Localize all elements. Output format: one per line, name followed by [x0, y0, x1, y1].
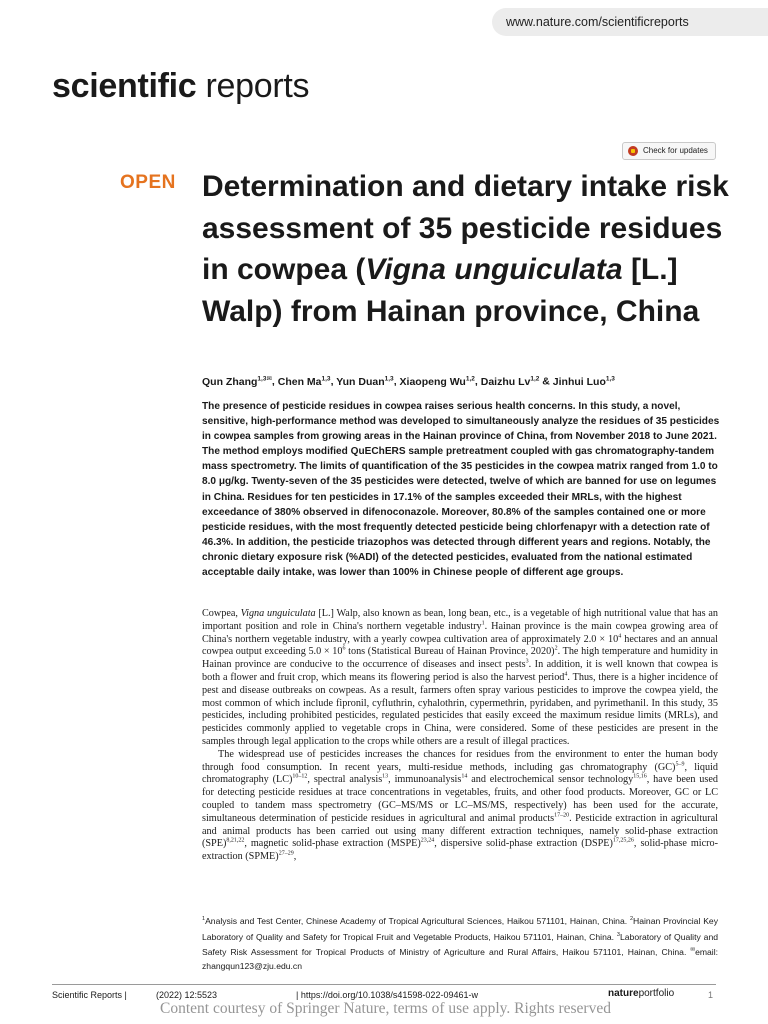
body-text-run: . Pesticide extraction in agricultural and animal products has been carried out using many different extraction techniques, namely solid-phase extraction (SPE)	[202, 812, 718, 850]
abstract	[202, 399, 722, 580]
body-text-run: [L.] Walp, also known as bean, long bean, etc., is a vegetable of high nutritional value that has an important position and role in China's northern vegetable industry	[202, 608, 718, 632]
body-text-run: . Hainan province is the main cowpea growing area of China's northern vegetable industry, with a yearly cowpea cultivation area of approximately 2.0 × 10	[202, 620, 719, 645]
affiliation-number: 2	[629, 916, 634, 922]
citation-link[interactable]: 5–9	[675, 761, 685, 768]
citation-link[interactable]: 10–12	[292, 773, 308, 780]
footer-divider	[52, 984, 716, 985]
author-affiliation-sup: 1,3✉	[257, 375, 272, 382]
corresponding-email-link[interactable]: email: zhangqun123@zju.edu.cn	[202, 947, 718, 971]
body-text-run: tons (Statistical Bureau of Hainan Province, 2020)	[345, 646, 555, 658]
author[interactable]	[278, 376, 331, 388]
author[interactable]	[481, 376, 540, 388]
author-name: Daizhu Lv	[480, 375, 531, 388]
page-number: 1	[708, 990, 714, 1000]
citation-link[interactable]: 4	[564, 671, 568, 678]
body-paragraph	[202, 749, 718, 864]
main-body-text	[202, 608, 718, 864]
author-affiliation-sup: 1,3	[321, 375, 331, 382]
article-title	[202, 166, 742, 332]
citation-link[interactable]: 15,16	[633, 773, 647, 780]
author-name: Chen Ma	[277, 375, 322, 388]
citation-link[interactable]: 1	[481, 620, 485, 627]
author[interactable]	[336, 376, 393, 388]
author-name: Jinhui Luo	[552, 375, 606, 388]
citation-link[interactable]: 8,21,22	[226, 837, 245, 844]
brand-light: portfolio	[638, 988, 675, 999]
author-affiliation-sup: 1,3	[605, 375, 615, 382]
exponent: 4	[618, 633, 622, 640]
body-text-run: hectares and an annual cowpea output exceeding 5.0 × 10	[202, 633, 718, 658]
body-text-run: , liquid chromatography (LC)	[202, 761, 718, 786]
body-text-run: , dispersive solid-phase extraction (DSPE)	[434, 838, 613, 850]
author-separator: ,	[474, 375, 481, 388]
author-separator: ,	[393, 375, 400, 388]
author-separator: ,	[330, 375, 337, 388]
journal-url-tab[interactable]: www.nature.com/scientificreports	[492, 8, 768, 36]
journal-logo-bold: scientific	[52, 67, 197, 105]
affiliation-number: 3	[616, 931, 620, 938]
body-text-run: . In addition, it is well known that cowpea is both a flower and fruit crop, which means its flowering period is also the harvest period	[202, 659, 718, 683]
journal-logo-light: reports	[196, 67, 310, 105]
check-for-updates-button[interactable]	[622, 142, 716, 160]
citation-link[interactable]: 17–20	[554, 812, 570, 819]
nature-portfolio-logo	[608, 988, 674, 999]
title-part-1: Determination and dietary intake risk assessment of 35 pesticide residues in cowpea (	[202, 170, 729, 286]
body-text-run: , magnetic solid-phase extraction (MSPE)	[244, 838, 421, 850]
author-separator: &	[539, 375, 553, 388]
affiliations	[202, 913, 718, 974]
body-text-run: . The high temperature and humidity in Hainan province are conducive to the occurrence of diseases and insect pests	[202, 646, 718, 671]
body-text-run: , spectral analysis	[307, 774, 383, 786]
exponent: 6	[342, 646, 346, 652]
author-name: Qun Zhang	[202, 375, 258, 388]
abstract-text: The presence of pesticide residues in cowpea raises serious health concerns. In this study, a novel, sensitive, high-performance method was developed to simultaneously analyze the residues of 35 pesticides in cowpea samples from growing areas in the Hainan province of China, from November 2018 to June 2021. The method employs modified QuEChERS sample pretreatment coupled with gas chromatography-tandem mass spectrometry. The limits of quantification of the 35 pesticides in the cowpea matrix ranged from 1.0 to 8.0 μg/kg. Twenty-seven of the 35 pesticides were detected, twelve of which are banned for use on legumes in China. Residues for ten pesticides in 17.1% of the samples exceeded their MRLs, with the highest exceedance of 380% observed in difenoconazole. Moreover, 80.8% of the samples contained one or more pesticide residues, with the most frequently detected pesticide being chlorfenapyr with a detection rate of 46.3%. In addition, the pesticide triazophos was detected through different years and regions. Notably, the chronic dietary exposure risk (%ADI) of the detected pesticides, evaluated from the national estimated acceptable daily intake, was lower than 100% in Chinese people of different age groups.	[202, 401, 720, 579]
journal-logo	[52, 66, 309, 106]
author[interactable]	[202, 376, 272, 388]
affiliation-text: Hainan Provincial Key Laboratory of Quality and Safety for Tropical Fruit and Vegetable Products, Haikou 571101, Hainan, China.	[202, 915, 718, 942]
footer-year-volume: (2022) 12:5523	[156, 990, 218, 1000]
author-affiliation-sup: 1,2	[465, 375, 475, 382]
envelope-icon: ✉	[690, 947, 696, 954]
author[interactable]	[553, 376, 615, 388]
citation-link[interactable]: 23,24	[420, 837, 435, 844]
title-species-italic: Vigna unguiculata	[365, 253, 623, 286]
body-text-run: and electrochemical sensor technology	[467, 774, 634, 786]
body-text-run: ,	[293, 851, 297, 863]
affiliation-text: Laboratory of Quality and Safety Risk Assessment for Tropical Products of Ministry of Agriculture and Rural Affairs, Haikou 571101, Hainan, China.	[202, 931, 718, 958]
body-text-run: Cowpea,	[202, 608, 241, 619]
affiliation-number: 1	[202, 916, 206, 922]
body-text-run: , immunoanalysis	[388, 774, 462, 786]
copyright-watermark: Content courtesy of Springer Nature, terms of use apply. Rights reserved	[160, 1000, 611, 1017]
species-italic: Vigna unguiculata	[240, 608, 316, 619]
author-affiliation-sup: 1,3	[384, 375, 394, 382]
crossmark-icon	[628, 146, 638, 156]
brand-bold: nature	[608, 988, 639, 999]
body-text-run: , have been used for detecting pesticide residues at trace concentrations in vegetables, fruits, and other food products. Moreover, GC or LC coupled to tandem mass spectrometry (GC–MS/MS or LC–MS/MS, respectively) has been used for the accurate, simultaneous determination of pesticide residues in agricultural and animal products	[202, 774, 718, 824]
footer-doi-link[interactable]: | https://doi.org/10.1038/s41598-022-09461-w	[296, 990, 478, 1000]
citation-link[interactable]: 27–29	[278, 850, 294, 857]
body-text-run: The widespread use of pesticides increases the chances for residues from the environment to enter the human body through food consumption. In recent years, multi-residue methods, including gas chromatography (GC)	[202, 748, 718, 773]
check-for-updates-label: Check for updates	[643, 146, 708, 155]
author-affiliation-sup: 1,2	[530, 375, 540, 382]
body-text-run: . Thus, there is a higher incidence of pest and disease outbreaks on cowpeas. As a result, farmers often spray various pesticides to improve the cowpea yield, the most common of which include fipronil, cyfluthrin, cyhalothrin, cypermethrin, pyridaben, and pyrimethanil. In this study, 35 pesticides, including prohibited pesticides, regulated pesticides that easily exceed the maximum residue limits (MRLs), and pesticides commonly applied to vegetable crops in China, were considered. Some of these pesticides are present in the samples through legal application to the crops while others are a result of illegal practices.	[202, 671, 718, 747]
citation-link[interactable]: 17,25,26	[612, 837, 634, 844]
open-access-label: OPEN	[120, 172, 176, 193]
citation-link[interactable]: 2	[554, 646, 558, 652]
author[interactable]	[400, 376, 475, 388]
author-list	[202, 372, 742, 389]
title-part-2: [L.] Walp) from Hainan province, China	[202, 253, 700, 328]
citation-link[interactable]: 13	[382, 773, 389, 780]
footer-journal-name: Scientific Reports |	[52, 990, 127, 1000]
author-name: Yun Duan	[336, 375, 385, 388]
affiliation-text: Analysis and Test Center, Chinese Academy of Tropical Agricultural Sciences, Haikou 571101, Hainan, China.	[205, 915, 630, 926]
citation-link[interactable]: 14	[461, 773, 468, 780]
author-name: Xiaopeng Wu	[399, 375, 466, 388]
body-text-run: , solid-phase micro-extraction (SPME)	[202, 838, 718, 863]
author-separator: ,	[271, 375, 278, 388]
citation-link[interactable]: 3	[525, 658, 529, 665]
body-paragraph	[202, 608, 718, 749]
